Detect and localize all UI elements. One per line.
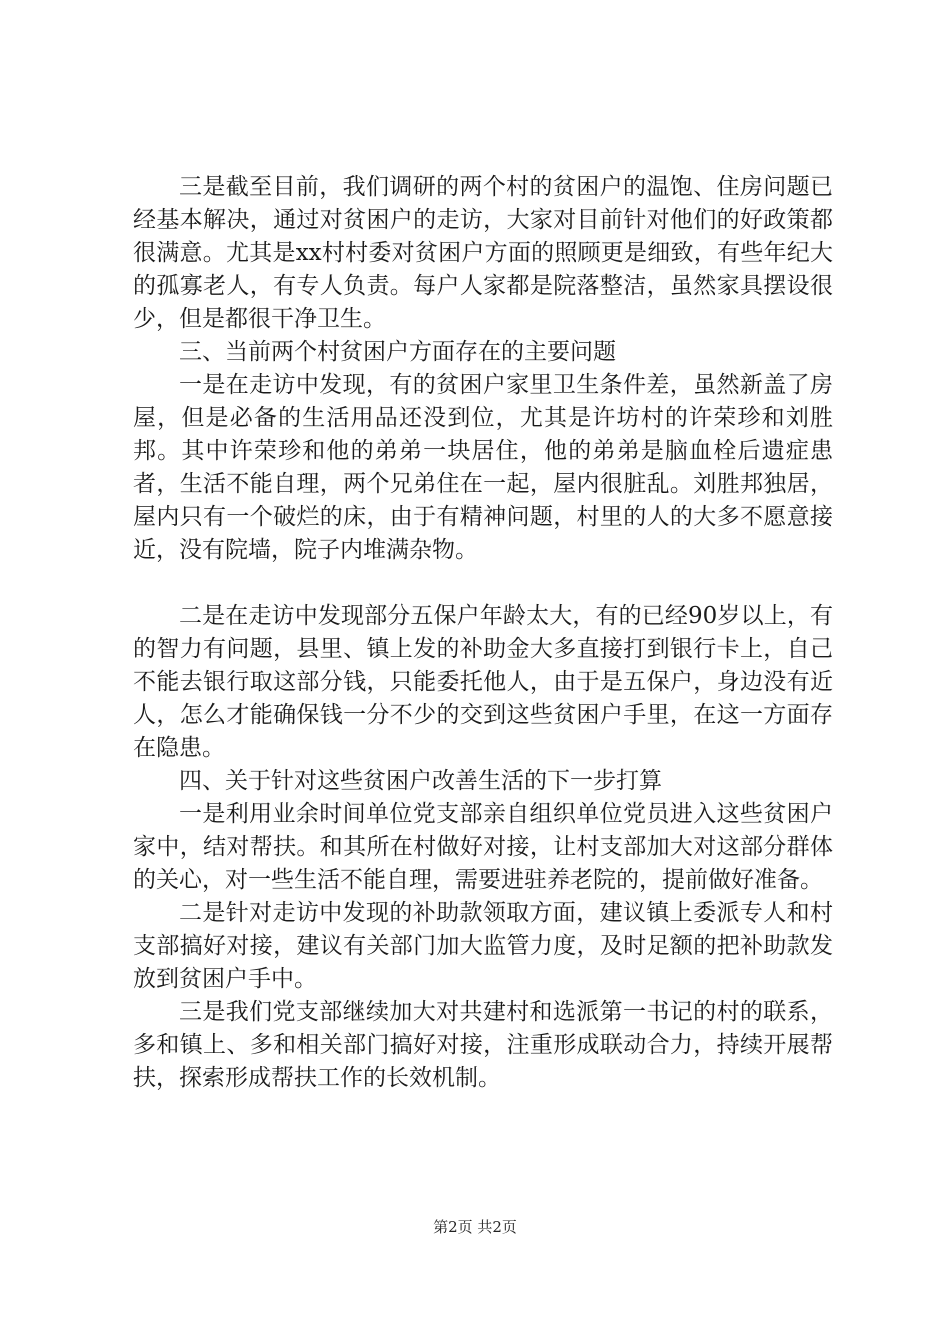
paragraph-living-conditions: 三是截至目前，我们调研的两个村的贫困户的温饱、住房问题已经基本解决，通过对贫困户的走访，大家对目前针对他们的好政策都很满意。尤其是xx村村委对贫困户方面的照顾更是细致，有些年纪大的孤寡老人，有专人负责。每户人家都是院落整洁，虽然家具摆设很少，但是都很干净卫生。 bbox=[133, 174, 833, 332]
section-heading-problems: 三、当前两个村贫困户方面存在的主要问题 bbox=[179, 339, 616, 365]
paragraph-elderly-subsidy-problem: 二是在走访中发现部分五保户年龄太大，有的已经90岁以上，有的智力有问题，县里、镇上发的补助金大多直接打到银行卡上，自己不能去银行取这部分钱，只能委托他人，由于是五保户，身边没有近人，怎么才能确保钱一分不少的交到这些贫困户手里，在这一方面存在隐患。 bbox=[133, 603, 833, 761]
paragraph-plan-two: 二是针对走访中发现的补助款领取方面，建议镇上委派专人和村支部搞好对接，建议有关部门加大监管力度，及时足额的把补助款发放到贫困户手中。 bbox=[133, 900, 833, 992]
document-body bbox=[133, 171, 833, 1095]
paragraph-plan-three: 三是我们党支部继续加大对共建村和选派第一书记的村的联系，多和镇上、多和相关部门搞好对接，注重形成联动合力，持续开展帮扶，探索形成帮扶工作的长效机制。 bbox=[133, 999, 833, 1091]
paragraph-plan-one: 一是利用业余时间单位党支部亲自组织单位党员进入这些贫困户家中，结对帮扶。和其所在村做好对接，让村支部加大对这部分群体的关心，对一些生活不能自理，需要进驻养老院的，提前做好准备。 bbox=[133, 801, 833, 893]
paragraph-hygiene-problem: 一是在走访中发现，有的贫困户家里卫生条件差，虽然新盖了房屋，但是必备的生活用品还没到位，尤其是许坊村的许荣珍和刘胜邦。其中许荣珍和他的弟弟一块居住，他的弟弟是脑血栓后遗症患者，生活不能自理，两个兄弟住在一起，屋内很脏乱。刘胜邦独居，屋内只有一个破烂的床，由于有精神问题，村里的人的大多不愿意接近，没有院墙，院子内堆满杂物。 bbox=[133, 372, 833, 563]
paragraph-spacer bbox=[133, 567, 833, 600]
page-number-footer: 第2页 共2页 bbox=[433, 1218, 517, 1236]
section-heading-next-steps: 四、关于针对这些贫困户改善生活的下一步打算 bbox=[179, 768, 662, 794]
